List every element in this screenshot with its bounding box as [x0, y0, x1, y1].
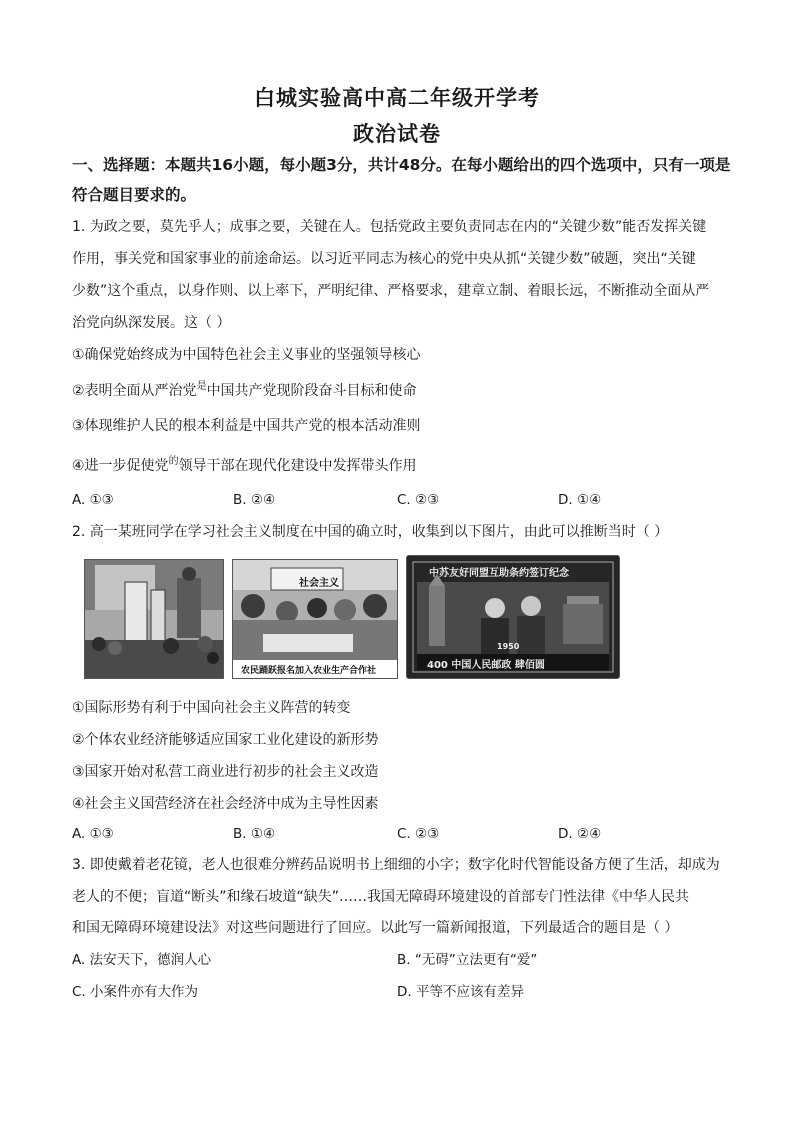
q2-option-b[interactable]: B. ①④ — [233, 826, 276, 842]
photo-commemorative-stamp — [406, 555, 620, 679]
q1-line-1: 1. 为政之要，莫先乎人；成事之要，关键在人。包括党政主要负责同志在内的“关键少数”能否发挥关键 — [72, 219, 707, 235]
q1-statement-4-sup: 的 — [168, 456, 179, 467]
q1-line-4: 治党向纵深发展。这（ ） — [72, 315, 231, 331]
q1-statement-1: ①确保党始终成为中国特色社会主义事业的坚强领导核心 — [72, 347, 421, 363]
q3-line-3: 和国无障碍环境建设法》对这些问题进行了回应。以此写一篇新闻报道，下列最适合的题目是（ ） — [72, 920, 679, 936]
q1-statement-2-part-b: 中国共产党现阶段奋斗目标和使命 — [206, 383, 417, 399]
section-instructions: 一、选择题：本题共16小题，每小题3分，共计48分。在每小题给出的四个选项中，只有一项是符合题目要求的。 — [72, 156, 731, 204]
q2-statement-3: ③国家开始对私营工商业进行初步的社会主义改造 — [72, 764, 379, 780]
q2-option-c[interactable]: C. ②③ — [397, 826, 440, 842]
stamp-year: 1950 — [497, 642, 520, 651]
photo-public-notice-graphic — [85, 560, 223, 678]
q3-line-2: 老人的不便；盲道“断头”和缘石坡道“缺失”……我国无障碍环境建设的首部专门性法律《中华人民共 — [72, 889, 690, 905]
q1-statement-3: ③体现维护人民的根本利益是中国共产党的根本活动准则 — [72, 418, 421, 434]
q3-option-a[interactable]: A. 法安天下，德润人心 — [72, 952, 212, 968]
stamp-bottom-text: 400 中国人民邮政 肆佰圆 — [427, 660, 545, 671]
stamp-heading: 中苏友好同盟互助条约签订纪念 — [429, 568, 569, 579]
q1-statement-4-part-a: ④进一步促使党 — [72, 458, 169, 474]
q1-statement-2-sup: 是 — [196, 381, 207, 392]
q2-stem: 2. 高一某班同学在学习社会主义制度在中国的确立时，收集到以下图片，由此可以推断当时（ ） — [72, 524, 669, 540]
q2-option-a[interactable]: A. ①③ — [72, 826, 114, 842]
photo-cooperative-signup — [232, 559, 398, 679]
q1-option-a[interactable]: A. ①③ — [72, 492, 114, 508]
q1-option-c[interactable]: C. ②③ — [397, 492, 440, 508]
q3-option-d[interactable]: D. 平等不应该有差异 — [397, 984, 524, 1000]
q2-statement-2: ②个体农业经济能够适应国家工业化建设的新形势 — [72, 732, 379, 748]
exam-title: 白城实验高中高二年级开学考 — [254, 85, 540, 110]
q1-line-3: 少数”这个重点，以身作则、以上率下，严明纪律、严格要求，建章立制、着眼长远，不断推动全面从严 — [72, 283, 710, 299]
q1-statement-2 — [72, 381, 732, 403]
photo-public-notice — [84, 559, 224, 679]
q2-option-d[interactable]: D. ②④ — [558, 826, 602, 842]
q1-option-d[interactable]: D. ①④ — [558, 492, 602, 508]
q3-option-b[interactable]: B. “无碍”立法更有“爱” — [397, 952, 538, 968]
q1-statement-4-part-b: 领导干部在现代化建设中发挥带头作用 — [178, 458, 417, 474]
photo-2-banner: 社会主义 — [299, 578, 339, 589]
q2-statement-1: ①国际形势有利于中国向社会主义阵营的转变 — [72, 700, 351, 716]
q1-statement-4 — [72, 456, 732, 478]
q1-line-2: 作用，事关党和国家事业的前途命运。以习近平同志为核心的党中央从抓“关键少数”破题，突出“关键 — [72, 251, 696, 267]
q3-option-c[interactable]: C. 小案件亦有大作为 — [72, 984, 199, 1000]
q2-statement-4: ④社会主义国营经济在社会经济中成为主导性因素 — [72, 796, 379, 812]
q1-option-b[interactable]: B. ②④ — [233, 492, 276, 508]
photo-2-caption: 农民踊跃报名加入农业生产合作社 — [241, 666, 377, 676]
q3-line-1: 3. 即使戴着老花镜，老人也很难分辨药品说明书上细细的小字；数字化时代智能设备方便了生活，却成为 — [72, 857, 720, 873]
exam-subtitle: 政治试卷 — [353, 121, 441, 146]
q1-statement-2-part-a: ②表明全面从严治党 — [72, 383, 197, 399]
